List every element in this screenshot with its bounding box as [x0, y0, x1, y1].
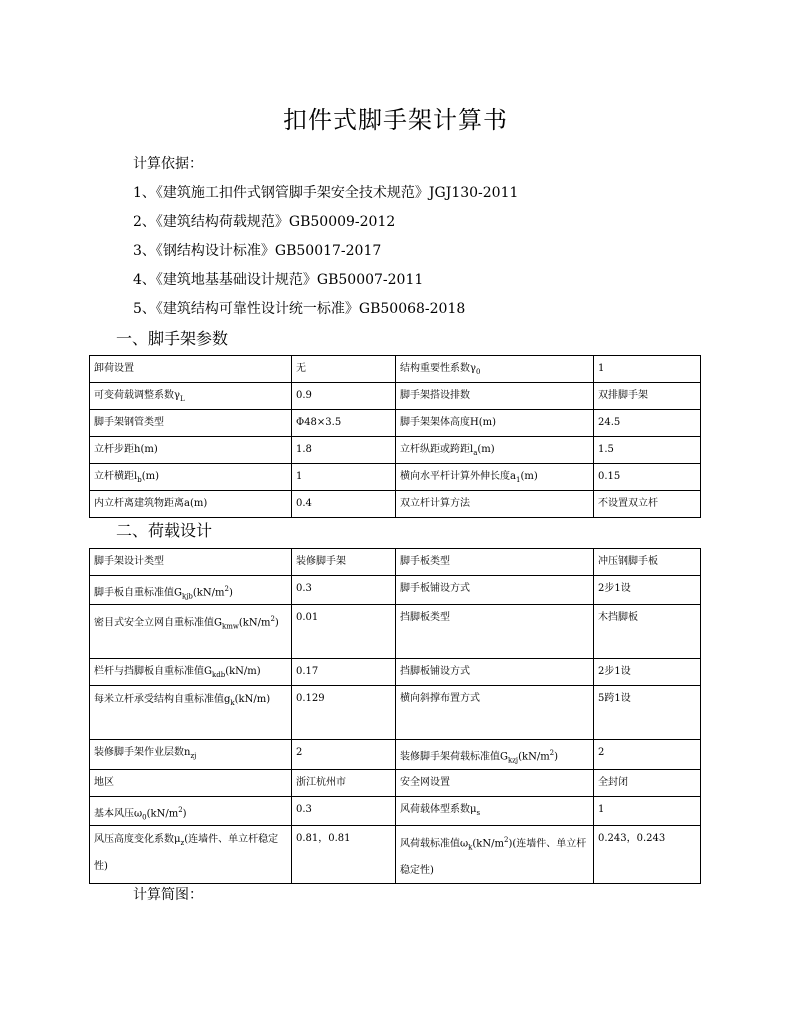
- table-row: [90, 437, 701, 464]
- param-value: 2: [594, 740, 701, 769]
- param-value: 5跨1设: [594, 686, 701, 740]
- param-value: 冲压钢脚手板: [594, 549, 701, 576]
- param-label: 挡脚板铺设方式: [396, 659, 594, 686]
- table-row: [90, 464, 701, 491]
- param-value: 1: [594, 356, 701, 383]
- param-value: 0.3: [292, 576, 396, 605]
- param-value: 0.243，0.243: [594, 825, 701, 883]
- param-label: 脚手板铺设方式: [396, 576, 594, 605]
- param-label: 脚手架钢管类型: [90, 410, 292, 437]
- param-label: 立杆纵距或跨距$l_a(m)$: [396, 437, 594, 464]
- basis-item: 1、《建筑施工扣件式钢管脚手架安全技术规范》JGJ130-2011: [133, 185, 519, 201]
- load-design-table: [89, 548, 701, 884]
- basis-list: [133, 184, 518, 329]
- param-value: 2步1设: [594, 576, 701, 605]
- param-value: 木挡脚板: [594, 605, 701, 659]
- param-value: 0.9: [292, 383, 396, 410]
- param-value: Φ48×3.5: [292, 410, 396, 437]
- table-row: [90, 491, 701, 518]
- param-label: 横向斜撑布置方式: [396, 686, 594, 740]
- calc-diagram-heading: 计算简图：: [133, 887, 203, 903]
- param-value: 1: [594, 796, 701, 825]
- param-value: 1.5: [594, 437, 701, 464]
- table-row: [90, 576, 701, 605]
- table-row: [90, 769, 701, 796]
- param-label: 装修脚手架作业层数$n_{zj}$: [90, 740, 292, 769]
- param-value: 1: [292, 464, 396, 491]
- param-value: 全封闭: [594, 769, 701, 796]
- param-label: 每米立杆承受结构自重标准值$g_k(kN/m)$: [90, 686, 292, 740]
- param-label: 立杆步距h(m): [90, 437, 292, 464]
- param-label: 风荷载体型系数$\mu_s$: [396, 796, 594, 825]
- table-row: [90, 356, 701, 383]
- table-row: [90, 549, 701, 576]
- param-label: 栏杆与挡脚板自重标准值$G_{kdb}(kN/m)$: [90, 659, 292, 686]
- table-row: [90, 659, 701, 686]
- table-row: [90, 410, 701, 437]
- param-value: 0.81，0.81: [292, 825, 396, 883]
- param-value: 浙江杭州市: [292, 769, 396, 796]
- param-value: 0.4: [292, 491, 396, 518]
- param-value: 0.01: [292, 605, 396, 659]
- table-row: [90, 796, 701, 825]
- param-value: 0.129: [292, 686, 396, 740]
- param-label: 脚手板类型: [396, 549, 594, 576]
- table-row: [90, 686, 701, 740]
- param-value: 不设置双立杆: [594, 491, 701, 518]
- table-row: [90, 740, 701, 769]
- param-label: 脚手架搭设排数: [396, 383, 594, 410]
- param-label: 结构重要性系数$\gamma_0$: [396, 356, 594, 383]
- param-label: 基本风压$\omega_0(kN/m^2)$: [90, 796, 292, 825]
- table-row: [90, 825, 701, 883]
- param-value: 24.5: [594, 410, 701, 437]
- param-label: 风荷载标准值$\omega_k(kN/m^2)$(连墙件、单立杆稳定性): [396, 825, 594, 883]
- param-label: 风压高度变化系数$\mu_z$(连墙件、单立杆稳定性): [90, 825, 292, 883]
- scaffold-params-table: [89, 355, 701, 518]
- param-label: 挡脚板类型: [396, 605, 594, 659]
- param-label: 卸荷设置: [90, 356, 292, 383]
- basis-item: 2、《建筑结构荷载规范》GB50009-2012: [133, 214, 396, 230]
- param-value: 双排脚手架: [594, 383, 701, 410]
- param-label: 脚手板自重标准值$G_{kjb}(kN/m^2)$: [90, 576, 292, 605]
- table-row: [90, 383, 701, 410]
- param-label: 横向水平杆计算外伸长度$a_1(m)$: [396, 464, 594, 491]
- param-value: 2步1设: [594, 659, 701, 686]
- param-label: 密目式安全立网自重标准值$G_{kmw}(kN/m^2)$: [90, 605, 292, 659]
- param-label: 安全网设置: [396, 769, 594, 796]
- param-value: 0.3: [292, 796, 396, 825]
- param-label: 地区: [90, 769, 292, 796]
- basis-item: 5、《建筑结构可靠性设计统一标准》GB50068-2018: [133, 301, 466, 317]
- document-title: 扣件式脚手架计算书: [283, 106, 508, 134]
- param-value: 装修脚手架: [292, 549, 396, 576]
- param-label: 脚手架架体高度H(m): [396, 410, 594, 437]
- basis-item: 4、《建筑地基基础设计规范》GB50007-2011: [133, 272, 424, 288]
- param-label: 立杆横距$l_b(m)$: [90, 464, 292, 491]
- param-value: 1.8: [292, 437, 396, 464]
- param-label: 脚手架设计类型: [90, 549, 292, 576]
- param-label: 内立杆离建筑物距离a(m): [90, 491, 292, 518]
- param-label: 装修脚手架荷载标准值$G_{kzj}(kN/m^2)$: [396, 740, 594, 769]
- param-label: 可变荷载调整系数$\gamma_L$: [90, 383, 292, 410]
- param-value: 2: [292, 740, 396, 769]
- table-row: [90, 605, 701, 659]
- param-value: 0.17: [292, 659, 396, 686]
- param-value: 0.15: [594, 464, 701, 491]
- param-label: 双立杆计算方法: [396, 491, 594, 518]
- param-value: 无: [292, 356, 396, 383]
- section-heading-load-design: 二、荷载设计: [116, 521, 213, 540]
- basis-item: 3、《钢结构设计标准》GB50017-2017: [133, 243, 382, 259]
- section-heading-scaffold-params: 一、脚手架参数: [116, 329, 229, 348]
- basis-heading: 计算依据：: [133, 156, 203, 172]
